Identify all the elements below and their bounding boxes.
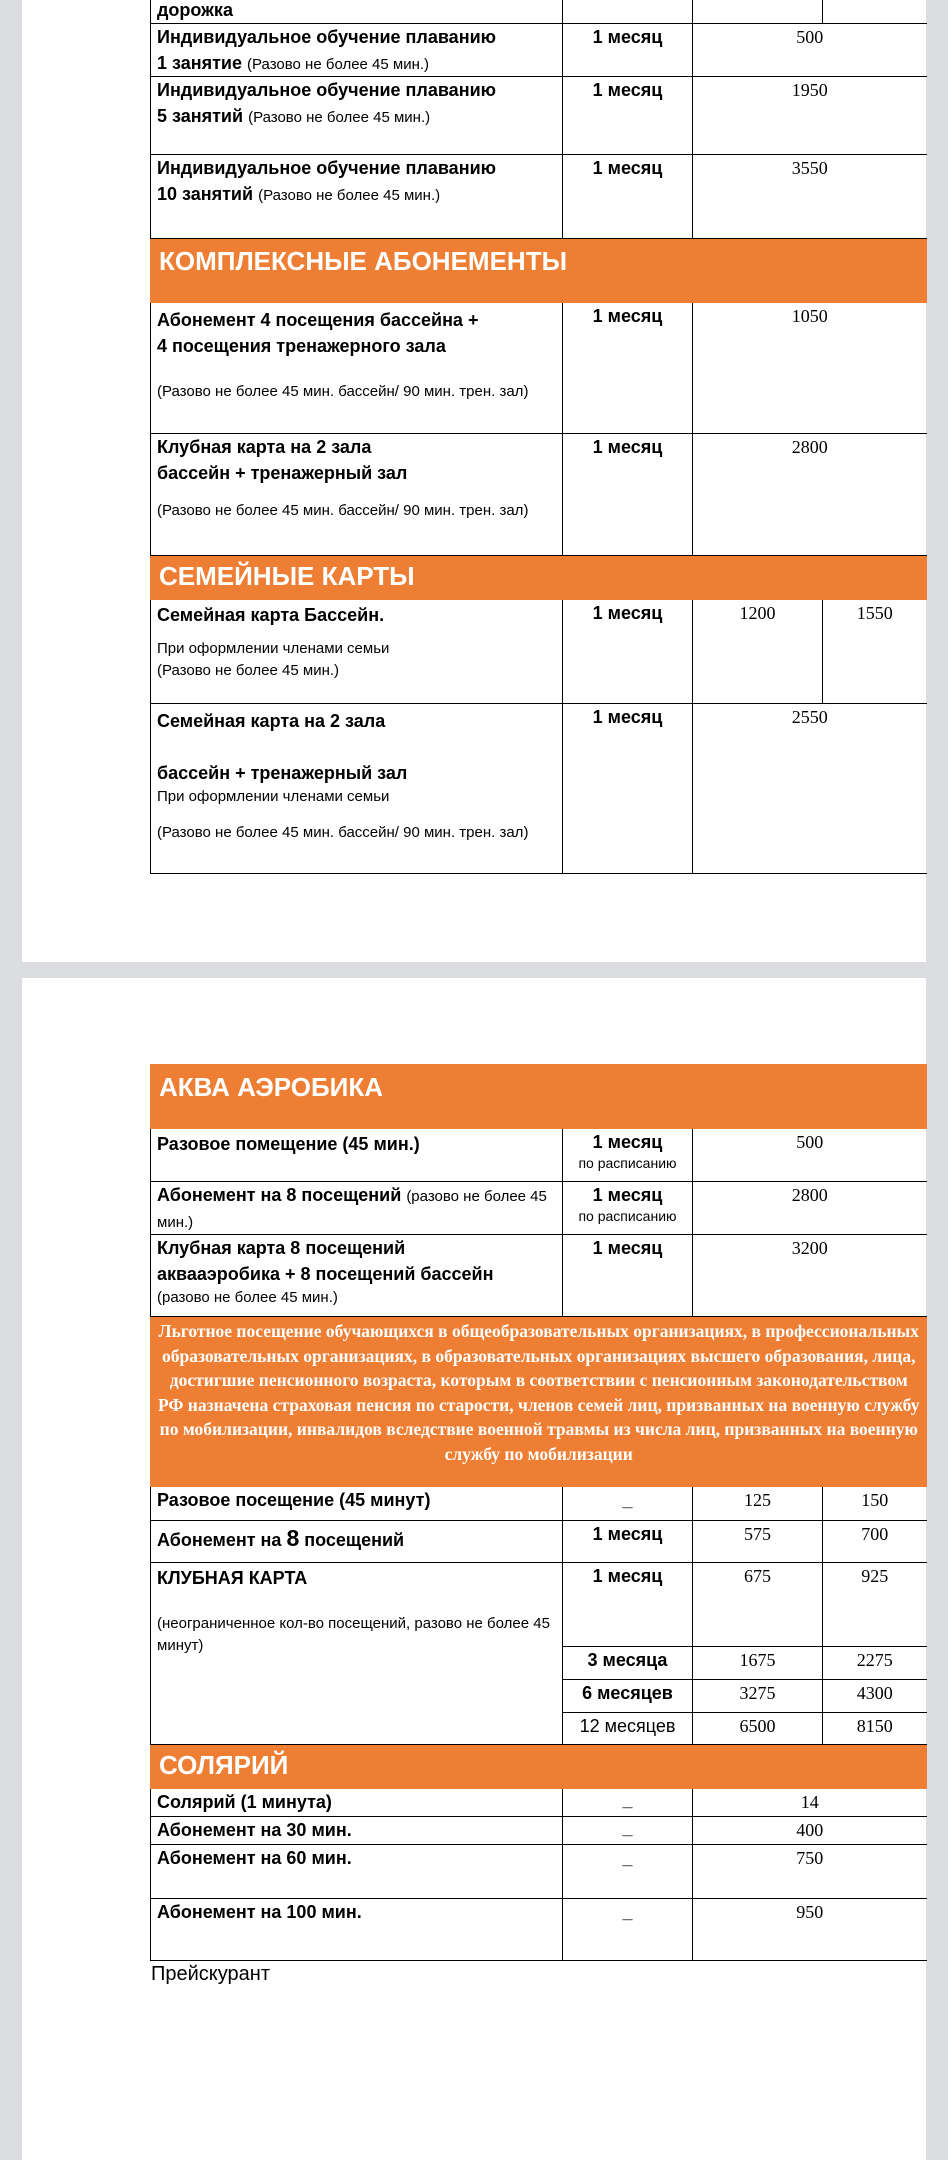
- service-name: Абонемент на 8 посещений (разово не более 45 мин.): [151, 1182, 563, 1235]
- price: 2550: [693, 704, 927, 874]
- period: 12 месяцев: [563, 1713, 693, 1745]
- service-name: Солярий (1 минута): [151, 1789, 563, 1817]
- section-header: [151, 1065, 927, 1129]
- section-header: [151, 1745, 927, 1789]
- service-name: Разовое посещение (45 минут): [151, 1487, 563, 1521]
- period: 3 месяца: [563, 1647, 693, 1680]
- section-title: АКВА АЭРОБИКА: [151, 1065, 927, 1129]
- price-b: 150: [823, 1487, 927, 1521]
- period: 6 месяцев: [563, 1680, 693, 1713]
- service-name: Семейная карта на 2 зала бассейн + тренажерный зал При оформлении членами семьи (Разово не более 45 мин. бассейн/ 90 мин. трен. зал): [151, 704, 563, 874]
- table-row: [151, 1487, 927, 1521]
- service-name: Индивидуальное обучение плаванию 10 занятий (Разово не более 45 мин.): [151, 155, 563, 239]
- price-b: 700: [823, 1521, 927, 1563]
- discount-notice: [151, 1317, 927, 1487]
- price: 400: [693, 1817, 927, 1845]
- service-name: дорожка: [151, 0, 563, 24]
- service-name: Индивидуальное обучение плаванию 1 занятие (Разово не более 45 мин.): [151, 24, 563, 77]
- table-row: [151, 155, 927, 239]
- price: 1050: [693, 303, 927, 434]
- period: 1 месяц: [563, 155, 693, 239]
- price: 950: [693, 1899, 927, 1961]
- price-b: 4300: [823, 1680, 927, 1713]
- price-a: 125: [693, 1487, 823, 1521]
- table-row: [151, 434, 927, 556]
- service-name: Абонемент на 60 мин.: [151, 1845, 563, 1899]
- price: 750: [693, 1845, 927, 1899]
- service-name: Абонемент 4 посещения бассейна + 4 посещения тренажерного зала (Разово не более 45 мин. бассейн/ 90 мин. трен. зал): [151, 303, 563, 434]
- discount-notice-text: Льготное посещение обучающихся в общеобразовательных организациях, в профессиональных образовательных организациях, в образовательных организациях высшего образования, лица, достигшие пенсионного возраста, которым в соответствии с пенсионным законодательством РФ назначена страховая пенсия по старости, членов семей лиц, призванных на военную службу по мобилизации, инвалидов вследствие военной травмы из числа лиц, призванных на военную службу по мобилизации: [151, 1317, 927, 1487]
- service-name: Семейная карта Бассейн. При оформлении членами семьи (Разово не более 45 мин.): [151, 600, 563, 704]
- price: 2800: [693, 434, 927, 556]
- price: 14: [693, 1789, 927, 1817]
- price: 500: [693, 1129, 927, 1182]
- service-name: Клубная карта на 2 зала бассейн + тренажерный зал (Разово не более 45 мин. бассейн/ 90 мин. трен. зал): [151, 434, 563, 556]
- service-name: Индивидуальное обучение плаванию 5 занятий (Разово не более 45 мин.): [151, 77, 563, 155]
- period: _: [563, 1817, 693, 1845]
- table-row: [151, 1563, 927, 1647]
- service-name: Клубная карта 8 посещений аквааэробика + 8 посещений бассейн (разово не более 45 мин.): [151, 1235, 563, 1317]
- price-b: 8150: [823, 1713, 927, 1745]
- table-row: [151, 77, 927, 155]
- service-name: КЛУБНАЯ КАРТА (неограниченное кол-во посещений, разово не более 45 минут): [151, 1563, 563, 1745]
- price-b: 925: [823, 1563, 927, 1647]
- price-table-2: [150, 1064, 927, 1961]
- table-row: [151, 1521, 927, 1563]
- price-table-1: [150, 0, 927, 874]
- period: 1 месяц: [563, 600, 693, 704]
- period: 1 месяц: [563, 1235, 693, 1317]
- price-a: 3275: [693, 1680, 823, 1713]
- price: 3550: [693, 155, 927, 239]
- service-name: Абонемент на 100 мин.: [151, 1899, 563, 1961]
- price-a: 1200: [693, 600, 823, 704]
- table-row: [151, 1182, 927, 1235]
- service-name: Абонемент на 30 мин.: [151, 1817, 563, 1845]
- price-a: 1675: [693, 1647, 823, 1680]
- period: 1 месяц: [563, 1521, 693, 1563]
- period: 1 месяц по расписанию: [563, 1129, 693, 1182]
- period: 1 месяц: [563, 704, 693, 874]
- document-page-1: [22, 0, 926, 962]
- table-row: [151, 0, 927, 24]
- period: 1 месяц: [563, 303, 693, 434]
- table-row: [151, 600, 927, 704]
- document-caption: Прейскурант: [151, 1963, 270, 1985]
- section-title: СОЛЯРИЙ: [151, 1745, 927, 1789]
- table-row: [151, 1129, 927, 1182]
- price-a: 675: [693, 1563, 823, 1647]
- price-b: 1550: [823, 600, 927, 704]
- price-a: 6500: [693, 1713, 823, 1745]
- price: 1950: [693, 77, 927, 155]
- table-row: [151, 1899, 927, 1961]
- service-name: Абонемент на 8 посещений: [151, 1521, 563, 1563]
- table-row: [151, 1817, 927, 1845]
- table-row: [151, 1235, 927, 1317]
- section-header: [151, 239, 927, 303]
- table-row: [151, 1789, 927, 1817]
- service-name: Разовое помещение (45 мин.): [151, 1129, 563, 1182]
- section-header: [151, 556, 927, 600]
- period: 1 месяц: [563, 1563, 693, 1647]
- period: 1 месяц по расписанию: [563, 1182, 693, 1235]
- period: _: [563, 1789, 693, 1817]
- period: 1 месяц: [563, 434, 693, 556]
- table-row: [151, 704, 927, 874]
- table-row: [151, 303, 927, 434]
- section-title: СЕМЕЙНЫЕ КАРТЫ: [151, 556, 927, 600]
- price: 2800: [693, 1182, 927, 1235]
- price-b: 2275: [823, 1647, 927, 1680]
- table-row: [151, 24, 927, 77]
- period: _: [563, 1845, 693, 1899]
- price: 500: [693, 24, 927, 77]
- period: 1 месяц: [563, 77, 693, 155]
- period: _: [563, 1899, 693, 1961]
- section-title: КОМПЛЕКСНЫЕ АБОНЕМЕНТЫ: [151, 239, 927, 303]
- price-a: 575: [693, 1521, 823, 1563]
- period: 1 месяц: [563, 24, 693, 77]
- table-row: [151, 1845, 927, 1899]
- period: _: [563, 1487, 693, 1521]
- price: 3200: [693, 1235, 927, 1317]
